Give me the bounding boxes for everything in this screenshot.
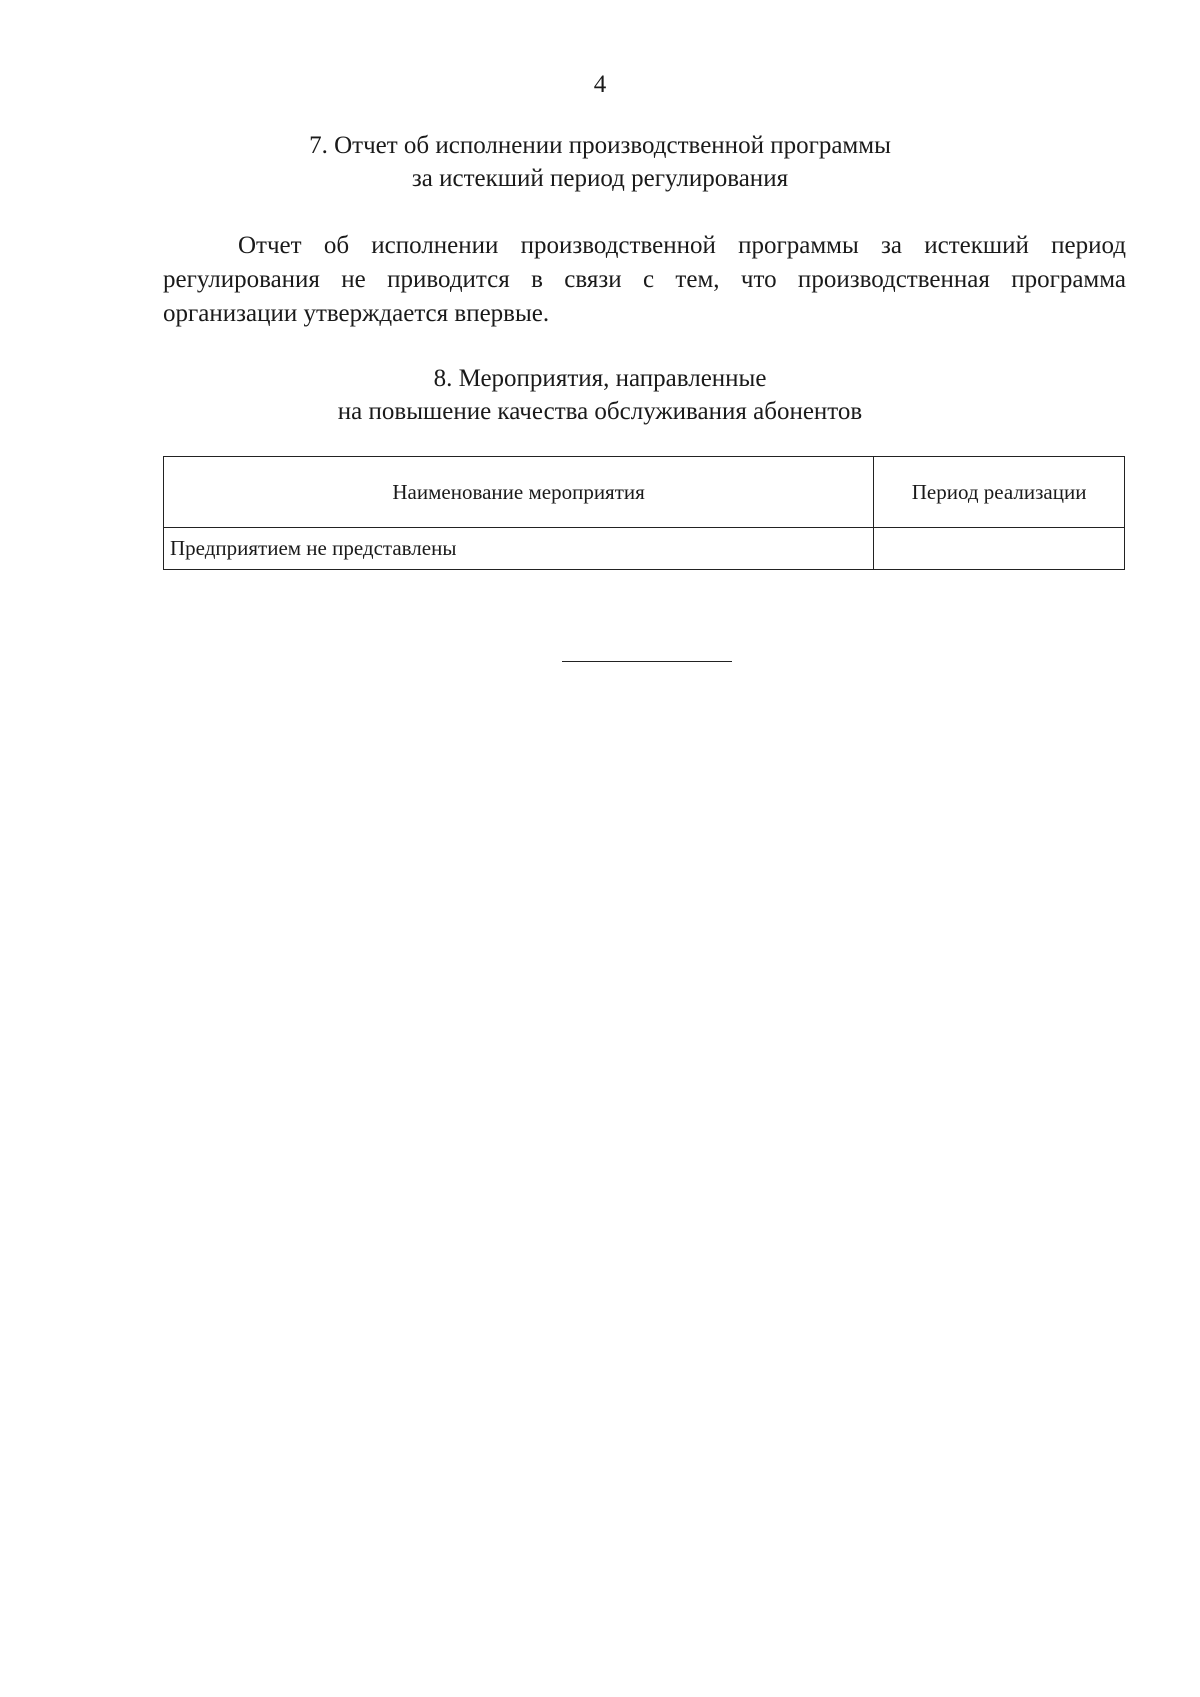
section-7-paragraph: Отчет об исполнении производственной программы за истекший период регулирования не приводится в связи с тем, что производственная программа организации утверждается впервые. [163, 232, 1126, 327]
cell-event-name: Предприятием не представлены [164, 528, 874, 570]
table-row [164, 528, 1125, 570]
header-event-name: Наименование мероприятия [164, 457, 874, 528]
events-table [163, 456, 1125, 570]
header-implementation-period: Период реализации [874, 457, 1125, 528]
section-7-heading-line-2: за истекший период регулирования [411, 165, 789, 192]
section-8-heading-line-1: 8. Мероприятия, направленные [433, 365, 767, 392]
end-of-document-rule [562, 661, 732, 662]
cell-implementation-period [874, 528, 1125, 570]
section-8-heading [0, 362, 1200, 428]
section-7-heading [0, 129, 1200, 195]
section-7-heading-line-1: 7. Отчет об исполнении производственной программы [309, 132, 891, 159]
page-number: 4 [593, 71, 607, 98]
table-header-row [164, 457, 1125, 528]
section-8-heading-line-2: на повышение качества обслуживания абонентов [337, 398, 863, 425]
